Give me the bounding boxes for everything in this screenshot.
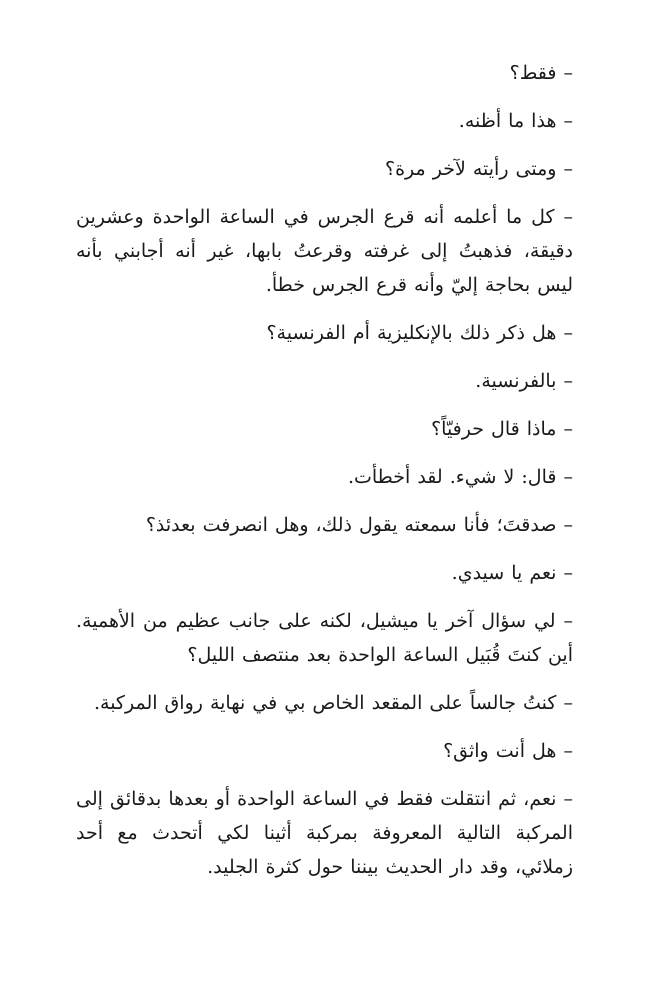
dialogue-line-14: – نعم، ثم انتقلت فقط في الساعة الواحدة أو بعدها بدقائق إلى المركبة التالية المعروفة بمركبة أثينا لكي أتحدث مع أحد زملائي، وقد دار الحديث بيننا حول كثرة الجليد.: [76, 788, 573, 878]
dialogue-line-4: – كل ما أعلمه أنه قرع الجرس في الساعة الواحدة وعشرين دقيقة، فذهبتُ إلى غرفته وقرعتُ بابها، غير أنه أجابني بأنه ليس بحاجة إليّ وأنه قرع الجرس خطأ.: [76, 206, 573, 296]
dialogue-line-7: – ماذا قال حرفيّاً؟: [431, 418, 573, 440]
dialogue-line-9: – صدقتَ؛ فأنا سمعته يقول ذلك، وهل انصرفت بعدئذ؟: [145, 514, 573, 536]
dialogue-line-10: – نعم يا سيدي.: [451, 562, 573, 584]
dialogue-line-6: – بالفرنسية.: [475, 370, 573, 392]
dialogue-line-13: – هل أنت واثق؟: [443, 740, 573, 762]
dialogue-line-12: – كنتُ جالساً على المقعد الخاص بي في نهاية رواق المركبة.: [93, 692, 573, 714]
dialogue-line-2: – هذا ما أظنه.: [458, 110, 573, 132]
dialogue-line-11: – لي سؤال آخر يا ميشيل، لكنه على جانب عظيم من الأهمية. أين كنتَ قُبَيل الساعة الواحدة بعد منتصف الليل؟: [76, 610, 573, 666]
dialogue-line-5: – هل ذكر ذلك بالإنكليزية أم الفرنسية؟: [266, 322, 573, 344]
dialogue-line-8: – قال: لا شيء. لقد أخطأت.: [347, 466, 573, 488]
dialogue-line-1: – فقط؟: [509, 62, 573, 84]
dialogue-line-3: – ومتى رأيته لآخر مرة؟: [384, 158, 573, 180]
